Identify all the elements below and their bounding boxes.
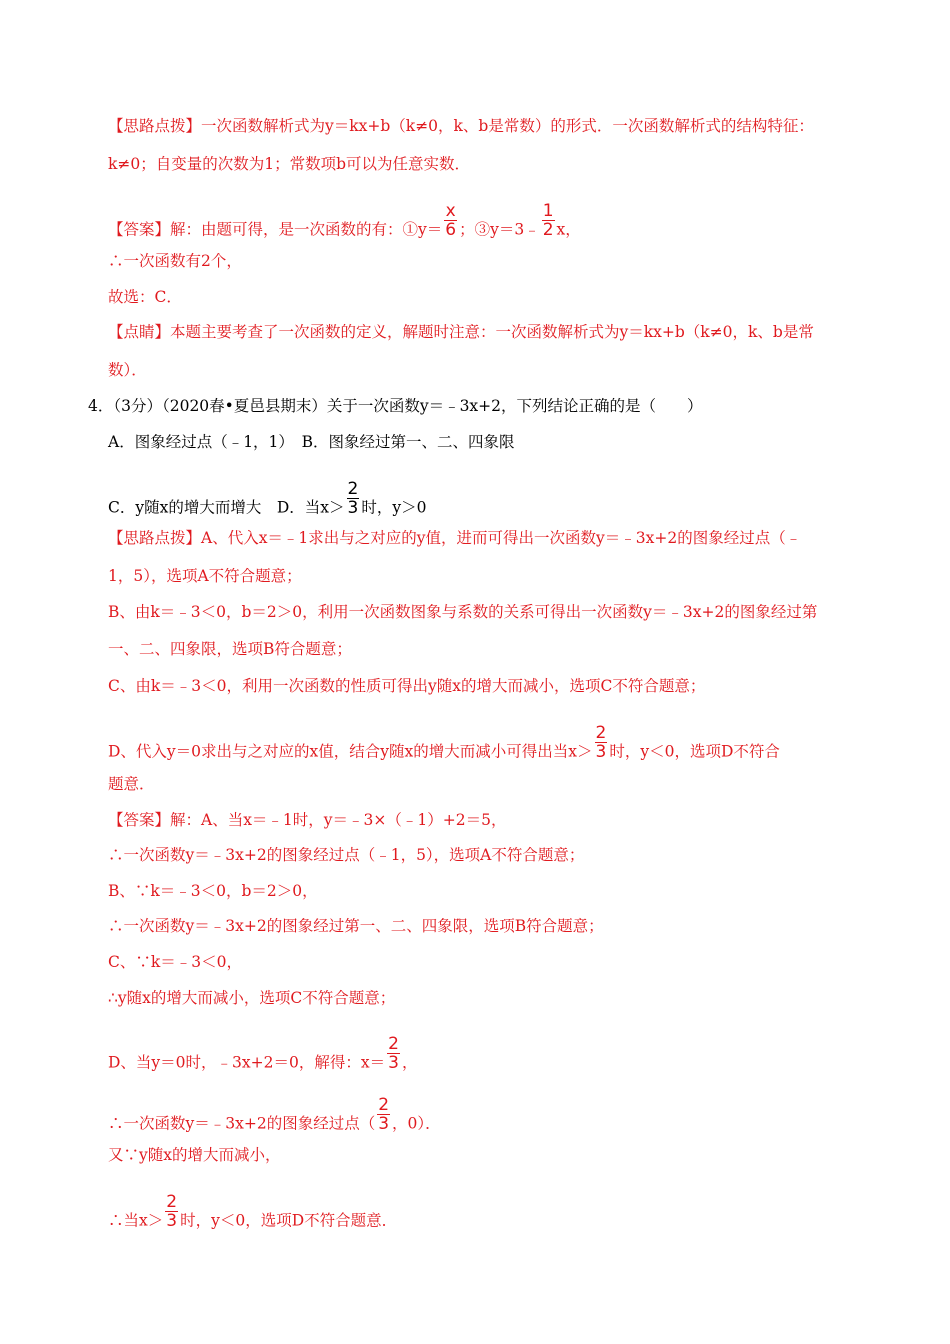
option-c-text: C．y随x的增大而增大 D．当x＞ xyxy=(108,498,345,517)
answer4-line1: 【答案】解：A、当x＝﹣1时，y＝﹣3×（﹣1）+2＝5， xyxy=(108,811,507,829)
fraction-2-over-3: $\frac{2}{3}$ xyxy=(166,1192,178,1231)
question-4-options-ab: A．图象经过点（﹣1，1） B．图象经过第一、二、四象限 xyxy=(108,433,515,451)
hint4-line7: 题意． xyxy=(108,775,155,793)
fraction-2-over-3: $\frac{2}{3}$ xyxy=(347,479,359,518)
answer4-line10: ∴当x＞ $\frac{2}{3}$ 时，y＜0，选项D不符合题意． xyxy=(108,1192,398,1231)
question-4-options-cd xyxy=(108,479,427,527)
hint4-line5: C、由k＝﹣3＜0，利用一次函数的性质可得出y随x的增大而减小，选项C不符合题意； xyxy=(108,677,706,695)
hint4-line6: D、代入y＝0求出与之对应的x值，结合y随x的增大而减小可得出当x＞ $\frac{2}{3}$ 时，y＜0，选项D不符合 xyxy=(108,723,780,762)
hint4-line3: B、由k＝﹣3＜0，b＝2＞0，利用一次函数图象与系数的关系可得出一次函数y＝﹣3x+2的图象经过第 xyxy=(108,603,818,621)
comment-prev-line1: 【点睛】本题主要考查了一次函数的定义，解题时注意：一次函数解析式为y＝kx+b（k≠0，k、b是常 xyxy=(108,323,814,341)
answer4-line4: ∴一次函数y＝﹣3x+2的图象经过第一、二、四象限，选项B符合题意； xyxy=(108,917,604,935)
hint-prev-line2: k≠0；自变量的次数为1；常数项b可以为任意实数． xyxy=(108,155,471,173)
answer-prev-part2: ；③y＝3﹣ xyxy=(459,220,540,239)
answer-prev-line2: ∴一次函数有2个， xyxy=(108,252,242,270)
answer-prev-part1: 【答案】解：由题可得，是一次函数的有：①y＝ xyxy=(108,220,443,239)
option-d-tail: 时，y＞0 xyxy=(361,498,427,517)
answer4-line7: D、当y＝0时，﹣3x+2＝0，解得：x＝ $\frac{2}{3}$ ， xyxy=(108,1034,418,1073)
answer4-line2: ∴一次函数y＝﹣3x+2的图象经过点（﹣1，5），选项A不符合题意； xyxy=(108,846,585,864)
comment-prev-line2: 数）． xyxy=(108,361,147,379)
answer-prev-line1 xyxy=(108,201,581,249)
hint-prev-line1: 【思路点拨】一次函数解析式为y＝kx+b（k≠0，k、b是常数）的形式．一次函数解析式的结构特征： xyxy=(108,117,814,135)
hint4-line4: 一、二、四象限，选项B符合题意； xyxy=(108,640,352,658)
fraction-2-over-3: $\frac{2}{3}$ xyxy=(595,723,607,762)
answer4-line6: ∴y随x的增大而减小，选项C不符合题意； xyxy=(108,989,396,1007)
answer4-line8: ∴一次函数y＝﹣3x+2的图象经过点（ $\frac{2}{3}$ ，0）． xyxy=(108,1095,441,1134)
fraction-1-over-2: $\frac{1}{2}$ xyxy=(542,201,554,240)
fraction-2-over-3: $\frac{2}{3}$ xyxy=(388,1034,399,1073)
answer4-line3: B、∵k＝﹣3＜0，b＝2＞0， xyxy=(108,882,318,900)
answer-prev-line3: 故选：C． xyxy=(108,288,182,306)
hint4-line2: 1，5），选项A不符合题意； xyxy=(108,567,302,585)
question-4-stem: 4．（3分）（2020春•夏邑县期末）关于一次函数y＝﹣3x+2，下列结论正确的是（ ） xyxy=(88,397,703,415)
answer4-line9: 又∵y随x的增大而减小， xyxy=(108,1146,281,1164)
answer-prev-part3: x， xyxy=(556,220,581,239)
fraction-2-over-3: $\frac{2}{3}$ xyxy=(378,1095,390,1134)
answer4-line5: C、∵k＝﹣3＜0， xyxy=(108,953,242,971)
fraction-x-over-6: $\frac{x}{6}$ xyxy=(445,201,457,240)
hint4-line1: 【思路点拨】A、代入x＝﹣1求出与之对应的y值，进而可得出一次函数y＝﹣3x+2的图象经过点（﹣ xyxy=(108,529,802,547)
